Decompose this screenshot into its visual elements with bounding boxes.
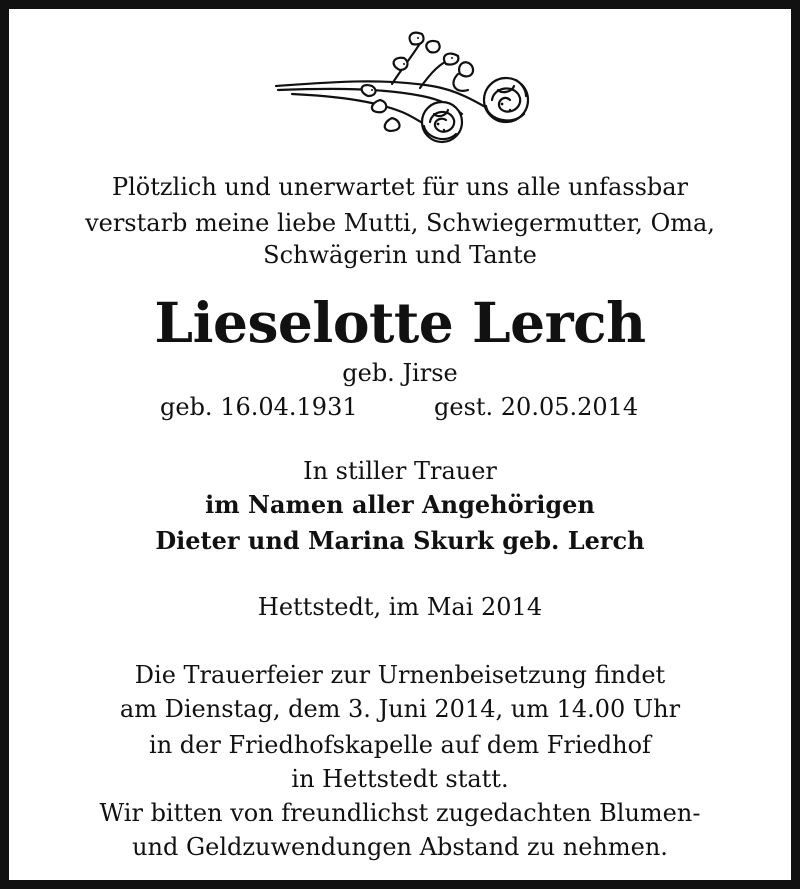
mourners-line-1: im Namen aller Angehörigen — [205, 490, 595, 519]
mourners-line-2: Dieter und Marina Skurk geb. Lerch — [155, 526, 645, 555]
service-line-4: in Hettstedt statt. — [291, 765, 509, 793]
service-line-6: und Geldzuwendungen Abstand zu nehmen. — [132, 833, 668, 861]
mourners-intro: In stiller Trauer — [303, 457, 497, 485]
service-line-5: Wir bitten von freundlichst zugedachten Blumen- — [99, 799, 701, 827]
service-line-3: in der Friedhofskapelle auf dem Friedhof — [149, 731, 651, 759]
intro-line-3: Schwägerin und Tante — [263, 241, 537, 269]
deceased-name: Lieselotte Lerch — [154, 290, 646, 355]
life-dates — [9, 392, 791, 422]
intro-line-1: Plötzlich und unerwartet für uns alle unfassbar — [111, 173, 689, 201]
rose-illustration — [272, 30, 532, 148]
intro-line-2: verstarb meine liebe Mutti, Schwiegermutter, Oma, — [85, 209, 715, 237]
birth-date: geb. 16.04.1931 — [160, 393, 358, 421]
place-date: Hettstedt, im Mai 2014 — [257, 593, 543, 621]
death-date: gest. 20.05.2014 — [434, 393, 639, 421]
service-line-2: am Dienstag, dem 3. Juni 2014, um 14.00 Uhr — [119, 695, 681, 723]
service-line-1: Die Trauerfeier zur Urnenbeisetzung findet — [134, 661, 666, 689]
maiden-name: geb. Jirse — [342, 359, 458, 387]
